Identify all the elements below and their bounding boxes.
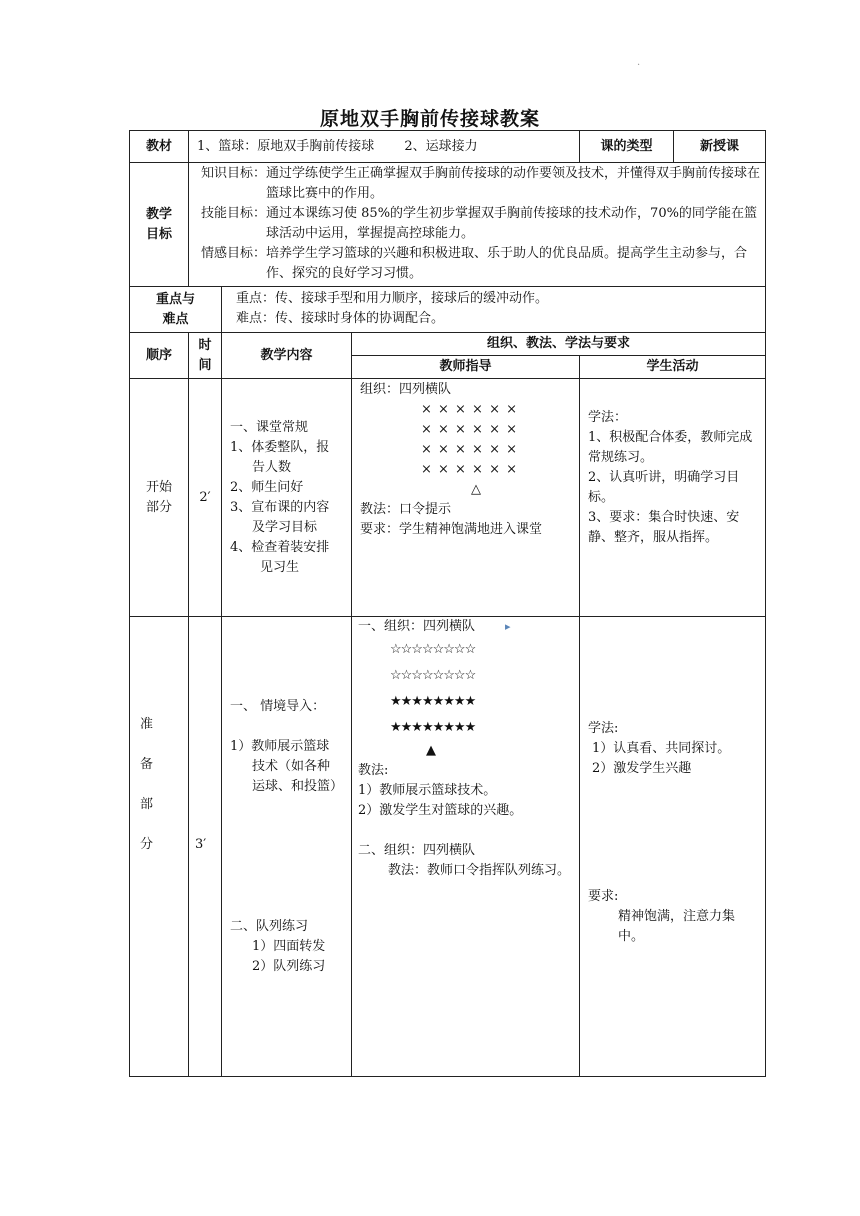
- goal-text: 通过学练使学生正确掌握双手胸前传接球的动作要领及技术，并懂得双手胸前传接球在篮球比赛中的作用。: [266, 166, 761, 201]
- prep-section-label: [130, 617, 189, 1077]
- content-line: 运球、和投篮）: [252, 779, 344, 794]
- prep-label-char: 备: [140, 757, 154, 772]
- content-line: 及学习目标: [252, 519, 318, 535]
- prep-method: 1）教师展示篮球技术。: [358, 783, 497, 798]
- content-line: 2、师生问好: [230, 479, 304, 495]
- formation-row-white: ☆☆☆☆☆☆☆☆: [390, 642, 476, 657]
- teacher-position-mark: △: [471, 482, 482, 497]
- start-student: [580, 379, 766, 617]
- goal-label: 知识目标：: [201, 166, 267, 181]
- start-label-line2: 部分: [145, 499, 172, 515]
- material-text: 1、篮球：原地双手胸前传接球 2、运球接力: [189, 131, 580, 163]
- start-label-line1: 开始: [145, 479, 172, 495]
- content-line: 一、 情境导入：: [230, 699, 326, 714]
- student-line: 3、要求：集合时快速、安静、整齐，服从指挥。: [588, 509, 740, 545]
- goals-label: [130, 163, 189, 287]
- page-dot: ·: [637, 60, 641, 71]
- student-line: 1、积极配合体委，教师完成常规练习。: [588, 429, 753, 465]
- content-line: 3、宣布课的内容: [230, 499, 330, 515]
- content-line: 技术（如各种: [252, 759, 331, 774]
- content-line: 1、体委整队，报: [230, 439, 330, 455]
- column-header-row-1: [130, 333, 766, 356]
- student-line: 2）激发学生兴趣: [592, 761, 692, 776]
- keypoints-label: [130, 287, 222, 333]
- keypoints-label-line2: 难点: [162, 311, 189, 327]
- spacer: [358, 821, 575, 841]
- col-time-line1: 时: [198, 337, 212, 353]
- col-teacher: 教师指导: [352, 356, 580, 379]
- prep-org2: 二、组织：四列横队: [358, 843, 476, 858]
- prep-method2: 教法：教师口令指挥队列练习。: [388, 863, 571, 878]
- start-time: 2′: [189, 379, 222, 617]
- difficult-point: 难点：传、接球时身体的协调配合。: [236, 311, 445, 326]
- prep-method: 2）激发学生对篮球的兴趣。: [358, 803, 523, 818]
- col-student: 学生活动: [580, 356, 766, 379]
- prep-student: [580, 617, 766, 1077]
- material-label: 教材: [130, 131, 189, 163]
- arrow-icon: ▸: [505, 620, 511, 633]
- keypoints-row: [130, 287, 766, 333]
- material-row: [130, 131, 766, 163]
- keypoints-content: [222, 287, 766, 333]
- formation-row-black: ★★★★★★★★: [390, 720, 476, 735]
- teacher-position-mark: ▲: [426, 743, 436, 758]
- start-method: 教法：口令提示: [360, 502, 452, 517]
- student-line: 2、认真听讲，明确学习目标。: [588, 469, 740, 505]
- start-section-label: [130, 379, 189, 617]
- formation-row: × × × × × ×: [420, 462, 519, 477]
- start-teacher: [352, 379, 580, 617]
- col-content: 教学内容: [222, 333, 352, 379]
- prep-teacher: [352, 617, 580, 1077]
- goal-label: 技能目标：: [201, 206, 267, 221]
- prep-label-char: 部: [140, 797, 154, 812]
- content-line: 见习生: [260, 559, 300, 575]
- page-title: 原地双手胸前传接球教案: [319, 108, 540, 130]
- goal-label: 情感目标：: [201, 246, 267, 261]
- spacer: [230, 797, 347, 917]
- start-require: 要求：学生精神饱满地进入课堂: [360, 522, 543, 537]
- spacer: [230, 717, 347, 737]
- keypoints-label-line1: 重点与: [155, 291, 195, 307]
- content-line: 1）教师展示篮球: [230, 739, 330, 754]
- prep-method-label: 教法:: [358, 763, 389, 778]
- goal-skill: [201, 204, 761, 244]
- goals-content: [189, 163, 766, 287]
- formation-row-white: ☆☆☆☆☆☆☆☆: [390, 668, 476, 683]
- prep-time: 3′: [189, 617, 222, 1077]
- col-organization: 组织、教法、学法与要求: [352, 333, 766, 356]
- col-order: 顺序: [130, 333, 189, 379]
- prep-org1: 一、组织：四列横队: [358, 619, 476, 634]
- student-line: 学法：: [588, 409, 628, 425]
- content-line: 一、课堂常规: [230, 419, 309, 435]
- col-time: [189, 333, 222, 379]
- goal-knowledge: [201, 164, 761, 204]
- student-req: 精神饱满，注意力集中。: [618, 909, 736, 944]
- lesson-type-value: 新授课: [674, 131, 766, 163]
- content-line: 二、队列练习: [230, 919, 309, 934]
- student-learn-label: 学法:: [588, 721, 619, 736]
- start-org: 组织：四列横队: [360, 382, 452, 397]
- lesson-type-label: 课的类型: [580, 131, 674, 163]
- formation-row: × × × × × ×: [420, 402, 519, 417]
- prep-org-line: [358, 617, 575, 637]
- start-section-row: [130, 379, 766, 617]
- start-content: [222, 379, 352, 617]
- spacer: [588, 779, 759, 887]
- goals-row: [130, 163, 766, 287]
- content-line: 4、检查着装安排: [230, 539, 330, 555]
- content-line: 2）队列练习: [252, 959, 326, 974]
- content-line: 1）四面转发: [252, 939, 326, 954]
- formation-row-black: ★★★★★★★★: [390, 694, 476, 709]
- lesson-plan-table: [129, 130, 766, 1077]
- prep-label-char: 准: [140, 717, 154, 732]
- goals-label-line1: 教学: [145, 206, 172, 222]
- goal-text: 培养学生学习篮球的兴趣和积极进取、乐于助人的优良品质。提高学生主动参与，合作、探究的良好学习习惯。: [266, 246, 748, 281]
- student-line: 1）认真看、共同探讨。: [592, 741, 731, 756]
- key-point: 重点：传、接球手型和用力顺序，接球后的缓冲动作。: [236, 291, 549, 306]
- formation-row: × × × × × ×: [420, 442, 519, 457]
- goal-text: 通过本课练习使 85%的学生初步掌握双手胸前传接球的技术动作，70%的同学能在篮球活动中运用，掌握提高控球能力。: [266, 206, 757, 241]
- prep-section-row: [130, 617, 766, 1077]
- prep-label-char: 分: [140, 837, 154, 852]
- goals-label-line2: 目标: [145, 226, 172, 242]
- col-time-line2: 间: [198, 357, 212, 373]
- goal-emotion: [201, 244, 761, 284]
- content-line: 告人数: [252, 459, 292, 475]
- student-req-label: 要求:: [588, 889, 619, 904]
- prep-content: [222, 617, 352, 1077]
- formation-row: × × × × × ×: [420, 422, 519, 437]
